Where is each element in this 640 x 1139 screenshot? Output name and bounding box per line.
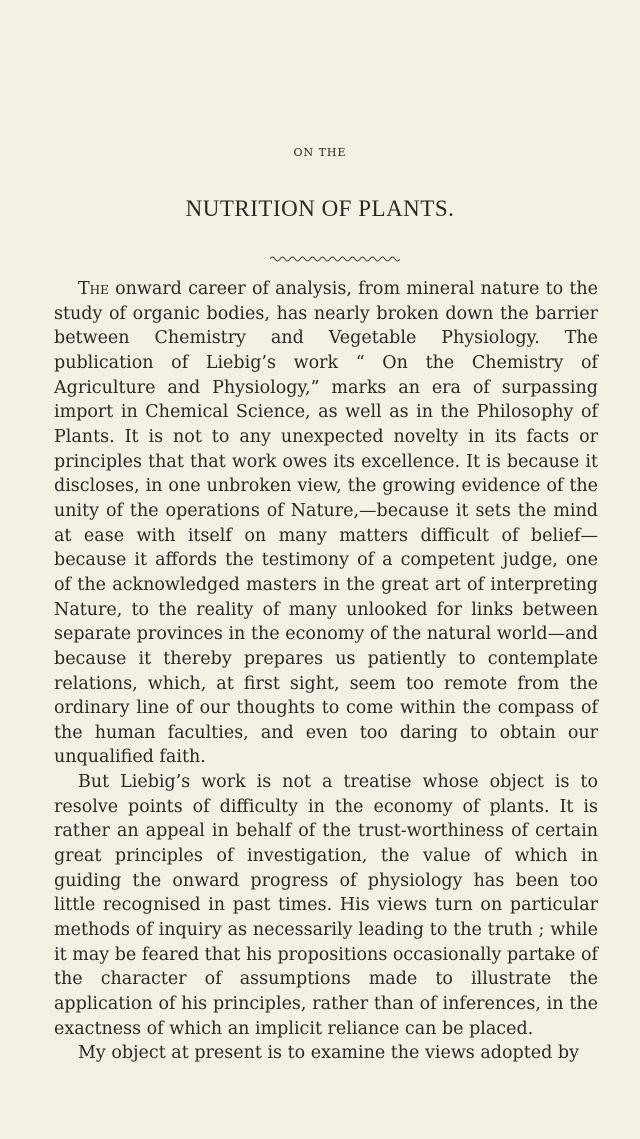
paragraph-1: [54, 277, 598, 770]
page-title: NUTRITION OF PLANTS.: [185, 196, 455, 221]
paragraph-2: But Liebig’s work is not a treatise whose object is to resolve points of difficulty in the economy of plants. It is rather an appeal in behalf of the trust-worthiness of certain great principles of investigation, the value of which in guiding the onward progress of physiology has been too little recognised in past times. His views turn on particular methods of inquiry as necessarily leading to the truth ; while it may be feared that his propositions occasionally partake of the character of assumptions made to illustrate the application of his principles, rather than of inferences, in the exactness of which an implicit reliance can be placed.: [54, 772, 598, 1039]
body-text: [54, 277, 598, 1066]
paragraph-text: onward career of analysis, from mineral nature to the study of organic bodies, has nearly broken down the barrier between Chemistry and Vegetable Physiology. The publication of Liebig’s work “ On the Chemistry of Agriculture and Physiology,” marks an era of surpassing import in Chemical Science, as well as in the Philosophy of Plants. It is not to any unexpected novelty in its facts or principles that that work owes its excellence. It is because it discloses, in one unbroken view, the growing evidence of the unity of the operations of Nature,—because it sets the mind at ease with itself on many matters difficult of belief—because it affords the testimony of a competent judge, one of the acknowledged masters in the great art of interpreting Nature, to the reality of many unlooked for links between separate provinces in the economy of the natural world—and because it thereby prepares us patiently to contemplate relations, which, at first sight, seem too remote from the ordinary line of our thoughts to come within the compass of the human faculties, and even too daring to obtain our unqualified faith.: [54, 279, 598, 768]
paragraph-lead-word: The: [78, 279, 109, 299]
paragraph-3: My object at present is to examine the views adopted by: [78, 1043, 579, 1064]
wavy-rule-ornament: [270, 254, 400, 264]
title-kicker: ON THE: [293, 146, 347, 159]
